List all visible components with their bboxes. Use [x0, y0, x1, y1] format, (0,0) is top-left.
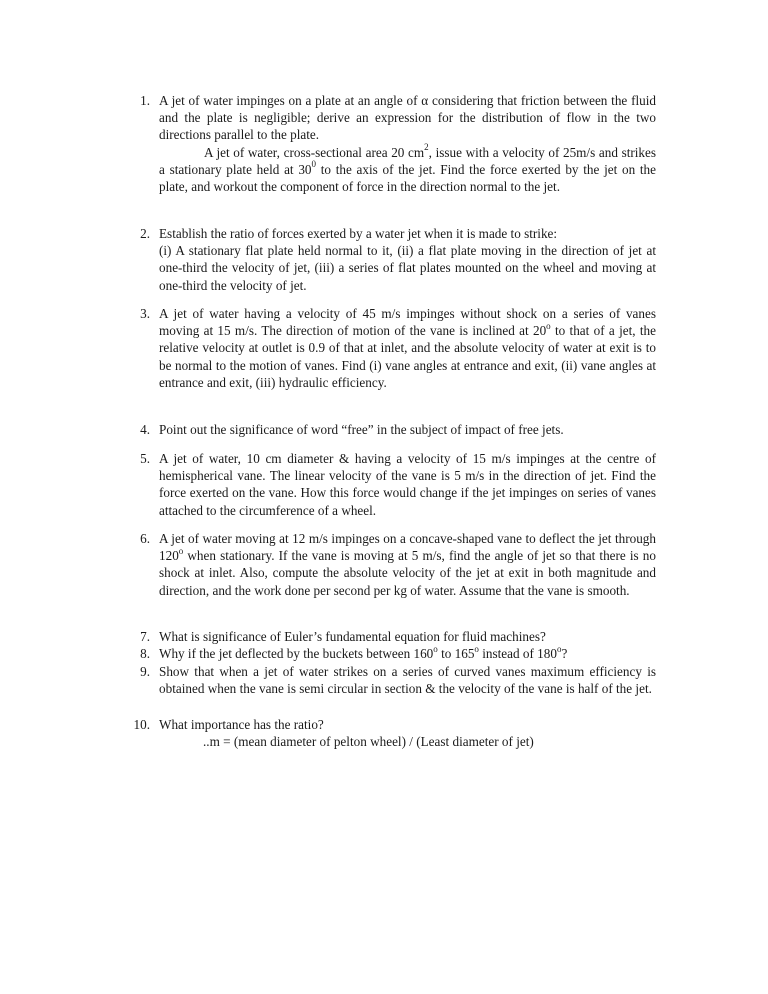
question-8-text: Why if the jet deflected by the buckets between 160$^o$ to 165$^o$ instead of 180$^o$?	[159, 643, 568, 661]
question-number: 4.	[140, 422, 150, 437]
question-text	[159, 450, 656, 519]
question-5-text: A jet of water, 10 cm diameter & having a velocity of 15 m/s impinges at the centre of hemispherical vane. The linear velocity of the vane is 5 m/s in the direction of jet. Find the force exerted on the vane. How this force would change if the jet impinges on series of vanes attached to the circumference of a wheel.	[159, 451, 656, 518]
question-4-text: Point out the significance of word “free” in the subject of impact of free jets.	[159, 422, 564, 437]
question-number: 1.	[140, 93, 150, 108]
question-1-text: A jet of water impinges on a plate at an angle of α considering that friction between the fluid and the plate is negligible; derive an expression for the distribution of flow in the two directions parallel to the plate.	[159, 93, 656, 143]
question-text	[159, 225, 656, 294]
question-2-text: Establish the ratio of forces exerted by a water jet when it is made to strike:	[159, 226, 558, 241]
question-1-problem: A jet of water, cross-sectional area 20 $cm^2$, issue with a velocity of 25m/s and strikes a stationary plate held at $30^0$ to the axis of the jet. Find the force exerted by the jet on the plate, and workout the component of force in the direction normal to the jet.	[159, 142, 656, 195]
question-text	[159, 530, 656, 599]
question-text	[159, 421, 656, 438]
question-7-text: What is significance of Euler’s fundamental equation for fluid machines?	[159, 629, 546, 644]
question-text	[159, 663, 656, 697]
question-number: 10.	[133, 717, 150, 732]
question-number: 6.	[140, 531, 150, 546]
question-2-parts: (i) A stationary flat plate held normal to it, (ii) a flat plate moving in the direction of jet at one-third the velocity of jet, (iii) a series of flat plates mounted on the wheel and moving at one-third the velocity of jet.	[159, 243, 656, 293]
question-number: 2.	[140, 226, 150, 241]
question-text	[159, 716, 656, 750]
question-10-text: What importance has the ratio?	[159, 717, 324, 732]
question-number: 7.	[140, 629, 150, 644]
question-number: 8.	[140, 646, 150, 661]
question-text	[159, 645, 656, 662]
question-number: 5.	[140, 451, 150, 466]
question-number: 9.	[140, 664, 150, 679]
ratio-formula: ..m = (mean diameter of pelton wheel) / (Least diameter of jet)	[203, 734, 534, 750]
question-text	[159, 92, 656, 195]
question-number: 3.	[140, 306, 150, 321]
question-text	[159, 628, 656, 645]
question-6-text: A jet of water moving at 12 m/s impinges on a concave-shaped vane to deflect the jet through 120$^o$ when stationary. If the vane is moving at 5 m/s, find the angle of jet so that there is no shock at inlet. Also, compute the absolute velocity of the jet at exit in both magnitude and direction, and the work done per second per kg of water. Assume that the vane is smooth.	[159, 531, 656, 598]
question-3-text: A jet of water having a velocity of 45 m/s impinges without shock on a series of vanes moving at 15 m/s. The direction of motion of the vane is inclined at 20$^o$ to that of a jet, the relative velocity at outlet is 0.9 of that at inlet, and the absolute velocity of water at exit is to be normal to the motion of vanes. Find (i) vane angles at entrance and exit, (ii) vane angles at entrance and exit, (iii) hydraulic efficiency.	[159, 306, 656, 390]
question-9-text: Show that when a jet of water strikes on a series of curved vanes maximum efficiency is obtained when the vane is semi circular in section & the velocity of the vane is half of the jet.	[159, 664, 656, 697]
question-text	[159, 305, 656, 391]
